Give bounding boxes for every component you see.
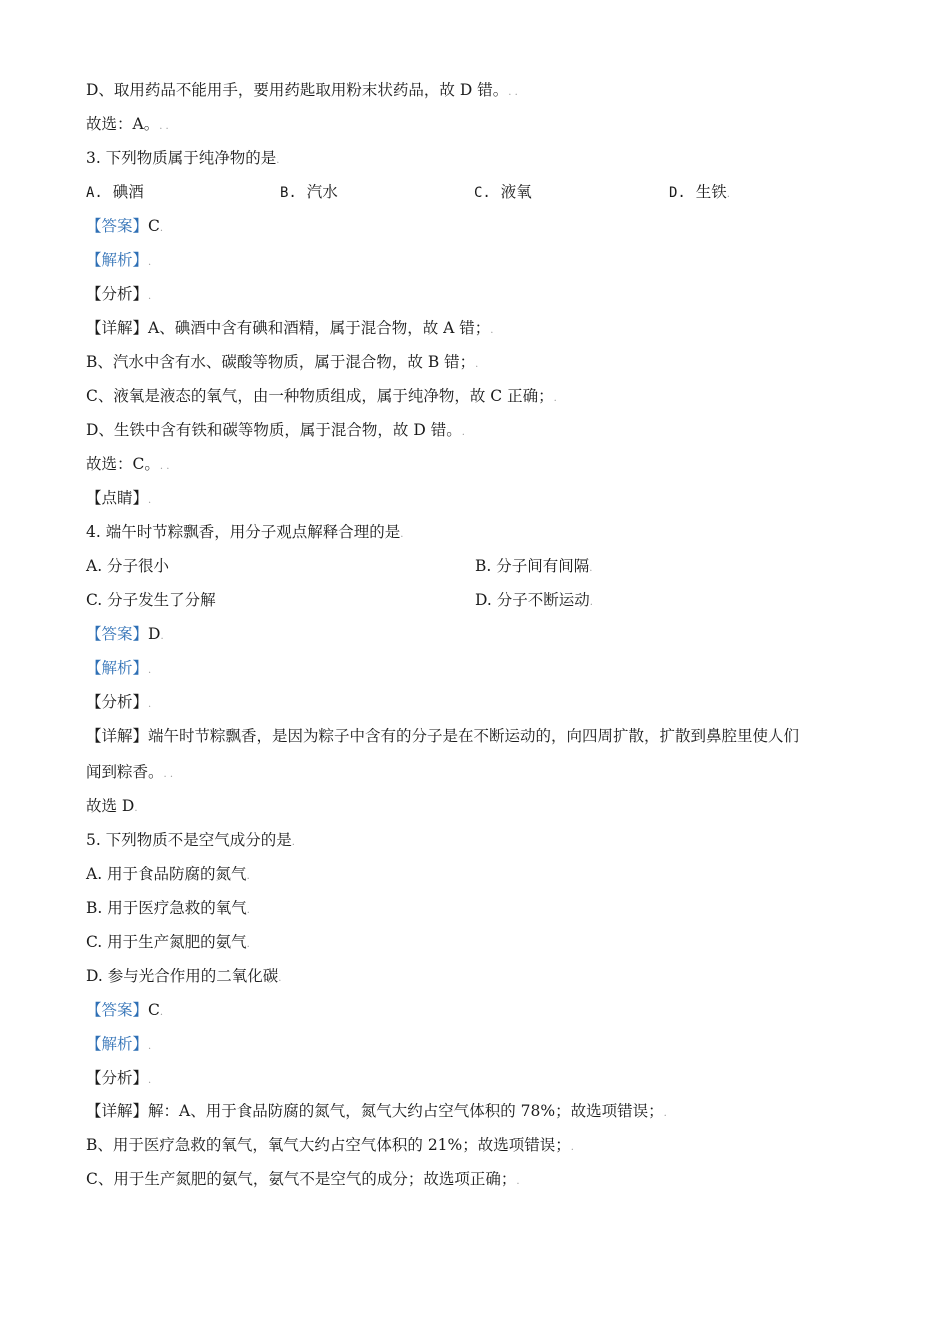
text-line <box>86 352 478 375</box>
paragraph-mark: . . <box>159 461 170 472</box>
analysis-tag: 【解析】 <box>86 1035 149 1053</box>
paragraph-mark: . <box>148 1075 152 1086</box>
option-d <box>86 966 281 989</box>
option-letter: C. <box>474 185 491 201</box>
option-text: D. 分子不断运动 <box>475 591 590 609</box>
paragraph-mark: . <box>278 973 282 984</box>
answer-line <box>86 216 163 239</box>
line-text: 闻到粽香。 <box>86 763 164 781</box>
text-line <box>86 420 465 443</box>
analysis-heading <box>86 250 151 273</box>
question-text: 3. 下列物质属于纯净物的是 <box>86 149 277 167</box>
paragraph-mark: . <box>589 563 593 574</box>
detail-line <box>86 318 493 341</box>
answer-line <box>86 1000 163 1023</box>
dianjing-heading <box>86 488 151 511</box>
paragraph-mark: . <box>663 1108 667 1119</box>
paragraph-mark: . <box>570 1142 574 1153</box>
fenxi-heading <box>86 692 151 715</box>
line-text: B、汽水中含有水、碳酸等物质，属于混合物，故 B 错； <box>86 353 476 371</box>
detail-line <box>86 726 799 746</box>
detail-text: A、碘酒中含有碘和酒精，属于混合物，故 A 错； <box>148 319 491 337</box>
line-text: D、取用药品不能用手，要用药匙取用粉末状药品，故 D 错。 <box>86 81 509 99</box>
text-line <box>86 80 518 103</box>
option-d <box>669 182 730 205</box>
option-text: 汽水 <box>306 183 338 201</box>
paragraph-mark: . . <box>159 121 169 132</box>
option-text: 液氧 <box>500 183 532 201</box>
text-line <box>86 1169 520 1192</box>
answer-line <box>86 624 164 647</box>
answer-tag: 【答案】 <box>86 217 149 235</box>
option-letter: A. <box>86 185 103 201</box>
text-line <box>86 114 169 137</box>
text-line <box>86 1135 574 1158</box>
paragraph-mark: . <box>246 871 250 882</box>
paragraph-mark: . <box>461 427 465 438</box>
paragraph-mark: . <box>148 665 152 676</box>
paragraph-mark: . <box>160 631 164 642</box>
paragraph-mark: . <box>134 803 138 814</box>
detail-tag: 【详解】 <box>86 1102 149 1120</box>
paragraph-mark: . <box>246 939 250 950</box>
analysis-heading <box>86 658 151 681</box>
paragraph-mark: . <box>475 359 479 370</box>
detail-tag: 【详解】 <box>86 727 149 745</box>
fenxi-heading <box>86 284 151 307</box>
paragraph-mark: . <box>246 905 250 916</box>
detail-text: 端午时节粽飘香，是因为粽子中含有的分子是在不断运动的，向四周扩散，扩散到鼻腔里使人们 <box>148 727 800 745</box>
paragraph-mark: . <box>516 1176 520 1187</box>
line-text: 故选：C。 <box>86 455 160 473</box>
line-text: C、液氧是液态的氧气，由一种物质组成，属于纯净物，故 C 正确； <box>86 387 554 405</box>
line-text: D、生铁中含有铁和碳等物质，属于混合物，故 D 错。 <box>86 421 462 439</box>
question-text: 4. 端午时节粽飘香，用分子观点解释合理的是 <box>86 523 401 541</box>
option-b <box>280 182 338 203</box>
paragraph-mark: . . <box>508 87 518 98</box>
text-line <box>86 454 169 477</box>
line-text: C、用于生产氮肥的氨气，氨气不是空气的成分；故选项正确； <box>86 1170 517 1188</box>
detail-line <box>86 1101 667 1124</box>
answer-value: D <box>148 625 161 643</box>
answer-value: C <box>148 1001 160 1019</box>
fenxi-tag: 【分析】 <box>86 693 149 711</box>
paragraph-mark: . . <box>163 769 174 780</box>
analysis-tag: 【解析】 <box>86 659 149 677</box>
fenxi-tag: 【分析】 <box>86 1069 149 1087</box>
paragraph-mark: . <box>148 699 152 710</box>
line-text: 故选：A。 <box>86 115 160 133</box>
paragraph-mark: . <box>400 529 404 540</box>
question-4 <box>86 522 403 545</box>
option-text: B. 用于医疗急救的氧气 <box>86 899 247 917</box>
paragraph-mark: . <box>148 495 152 506</box>
fenxi-heading <box>86 1068 151 1091</box>
option-a <box>86 556 169 576</box>
paragraph-mark: . <box>726 189 730 200</box>
paragraph-mark: . <box>291 837 295 848</box>
option-d <box>475 590 593 613</box>
option-text: 生铁 <box>695 183 727 201</box>
option-text: B. 分子间有间隔 <box>475 557 590 575</box>
analysis-heading <box>86 1034 151 1057</box>
option-text: A. 用于食品防腐的氮气 <box>86 865 247 883</box>
option-text: D. 参与光合作用的二氧化碳 <box>86 967 279 985</box>
paragraph-mark: . <box>276 155 280 166</box>
option-text: C. 分子发生了分解 <box>86 591 216 609</box>
paragraph-mark: . <box>159 1007 164 1018</box>
analysis-tag: 【解析】 <box>86 251 149 269</box>
option-b <box>86 898 250 921</box>
dianjing-tag: 【点睛】 <box>86 489 149 507</box>
text-line <box>86 386 557 409</box>
answer-value: C <box>148 217 160 235</box>
detail-tag: 【详解】 <box>86 319 149 337</box>
option-c <box>86 590 216 610</box>
option-letter: B. <box>280 185 297 201</box>
option-c <box>86 932 250 955</box>
option-text: A. 分子很小 <box>86 557 170 575</box>
question-5 <box>86 830 295 853</box>
question-text: 5. 下列物质不是空气成分的是 <box>86 831 292 849</box>
text-line <box>86 762 173 785</box>
line-text: 故选 D <box>86 797 135 815</box>
fenxi-tag: 【分析】 <box>86 285 149 303</box>
paragraph-mark: . <box>148 291 152 302</box>
paragraph-mark: . <box>159 223 164 234</box>
option-c <box>474 182 532 203</box>
question-3 <box>86 148 279 171</box>
detail-text: 解：A、用于食品防腐的氮气，氮气大约占空气体积的 78%；故选项错误； <box>148 1102 664 1120</box>
line-text: B、用于医疗急救的氧气，氧气大约占空气体积的 21%；故选项错误； <box>86 1136 571 1154</box>
option-a <box>86 864 250 887</box>
paragraph-mark: . <box>148 1041 152 1052</box>
option-letter: D. <box>669 185 686 201</box>
paragraph-mark: . <box>589 597 593 608</box>
option-text: C. 用于生产氮肥的氨气 <box>86 933 247 951</box>
paragraph-mark: . <box>148 257 152 268</box>
option-b <box>475 556 592 579</box>
option-text: 碘酒 <box>112 183 144 201</box>
paragraph-mark: . <box>490 325 494 336</box>
answer-tag: 【答案】 <box>86 625 149 643</box>
paragraph-mark: . <box>553 393 557 404</box>
answer-tag: 【答案】 <box>86 1001 149 1019</box>
text-line <box>86 796 138 819</box>
option-a <box>86 182 144 203</box>
